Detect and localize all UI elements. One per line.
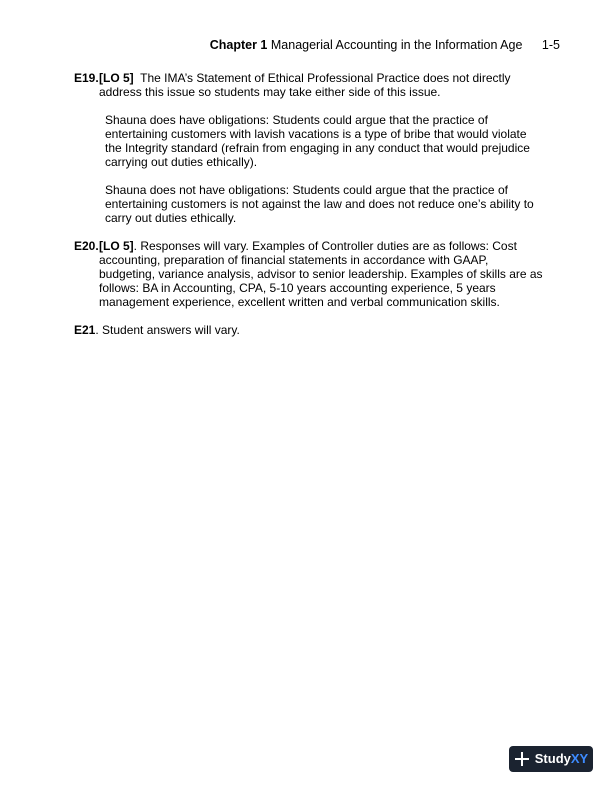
exercise-lead (99, 239, 544, 309)
learning-objective: [LO 5] (99, 239, 134, 253)
studyxy-watermark (509, 746, 593, 772)
exercise-label: E19. (74, 71, 99, 85)
chapter-label: Chapter 1 (209, 38, 268, 52)
chapter-title: Managerial Accounting in the Information Age (270, 38, 523, 52)
plus-icon (514, 751, 530, 767)
exercise-e20 (74, 239, 544, 309)
exercise-paragraph: Shauna does have obligations: Students could argue that the practice of entertaining customers with lavish vacations is a type of bribe that would violate the Integrity standard (refrain from engaging in any conduct that would prejudice carrying out duties ethically). (105, 113, 530, 169)
exercise-label: E20. (74, 239, 99, 253)
exercise-label: E21 (74, 323, 96, 337)
exercise-e19 (74, 71, 544, 225)
page-header (210, 38, 560, 52)
page-content (74, 71, 544, 351)
page-number: 1-5 (541, 38, 560, 52)
brand-main: Study (534, 751, 571, 766)
exercise-text: The IMA’s Statement of Ethical Professional Practice does not directly address this issue so students may take either side of this issue. (99, 71, 511, 99)
exercise-text: . Responses will vary. Examples of Controller duties are as follows: Cost accounting, preparation of financial statements in accordance with GAAP, budgeting, variance analysis, advisor to senior leadership. Examples of skills are as follows: BA in Accounting, CPA, 5-10 years accounting experience, 5 years management experience, excellent written and verbal communication skills. (99, 239, 543, 309)
exercise-e21 (74, 323, 544, 337)
brand-accent: XY (570, 751, 589, 766)
exercise-paragraph: Shauna does not have obligations: Students could argue that the practice of entertaining customers is not against the law and does not reduce one’s ability to carry out duties ethically. (105, 183, 534, 225)
learning-objective: [LO 5] (99, 71, 134, 85)
exercise-lead (99, 71, 544, 99)
exercise-text: . Student answers will vary. (95, 323, 240, 337)
